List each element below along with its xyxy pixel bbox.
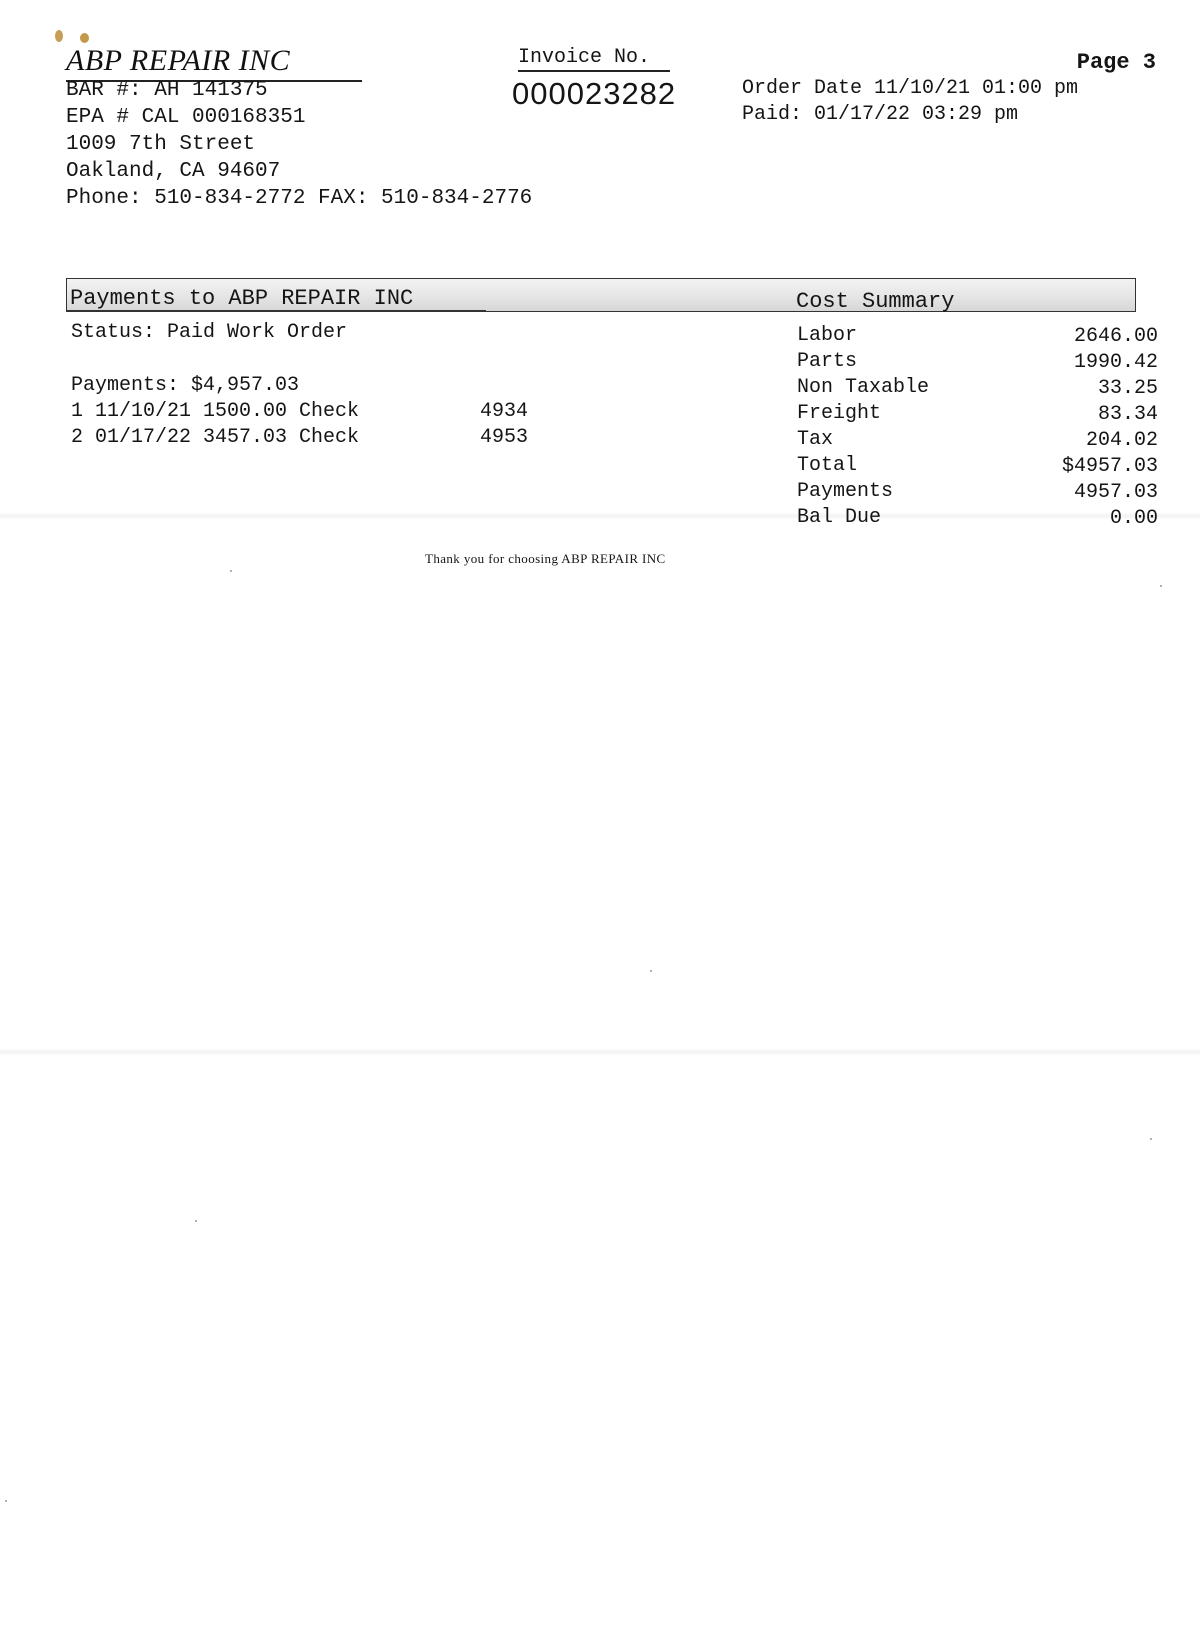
cost-summary-title: Cost Summary <box>796 289 955 314</box>
city-state-zip: Oakland, CA 94607 <box>66 160 281 183</box>
epa-number: EPA # CAL 000168351 <box>66 106 306 129</box>
cost-label-total: Total <box>797 454 858 477</box>
phone-fax: Phone: 510-834-2772 FAX: 510-834-2776 <box>66 187 533 210</box>
scan-speck <box>230 570 232 572</box>
payments-total: Payments: $4,957.03 <box>71 374 300 397</box>
cost-label-non-taxable: Non Taxable <box>797 376 930 399</box>
scan-speck <box>1150 1138 1152 1140</box>
cost-value-non-taxable: 33.25 <box>1097 377 1158 400</box>
cost-value-total: $4957.03 <box>1061 455 1158 478</box>
payment-check-number: 4934 <box>480 400 529 423</box>
cost-value-tax: 204.02 <box>1085 429 1158 452</box>
ink-stain-mark <box>80 33 89 43</box>
bar-number: BAR #: AH 141375 <box>66 79 268 102</box>
cost-value-payments: 4957.03 <box>1073 481 1158 504</box>
scan-speck <box>650 970 652 972</box>
thank-you-note: Thank you for choosing ABP REPAIR INC <box>425 551 666 566</box>
scan-speck <box>1160 585 1162 587</box>
scan-speck <box>195 1220 197 1222</box>
scan-speck <box>5 1500 7 1502</box>
cost-value-freight: 83.34 <box>1097 403 1158 426</box>
ink-stain-mark <box>55 30 63 42</box>
cost-label-payments: Payments <box>797 480 894 503</box>
paid-date: Paid: 01/17/22 03:29 pm <box>742 103 1019 126</box>
cost-label-balance-due: Bal Due <box>797 506 882 529</box>
cost-value-balance-due: 0.00 <box>1109 507 1158 530</box>
payment-status: Status: Paid Work Order <box>71 321 348 344</box>
cost-label-parts: Parts <box>797 350 858 373</box>
invoice-label: Invoice No. <box>518 46 651 69</box>
payments-title: Payments to ABP REPAIR INC <box>70 286 414 311</box>
invoice-number: 000023282 <box>512 76 677 111</box>
payment-check-number: 4953 <box>480 426 529 449</box>
street-address: 1009 7th Street <box>66 133 256 156</box>
cost-label-freight: Freight <box>797 402 882 425</box>
page-number: Page 3 <box>1076 50 1156 75</box>
cost-label-tax: Tax <box>797 428 834 451</box>
cost-value-parts: 1990.42 <box>1073 351 1158 374</box>
payment-row: 2 01/17/22 3457.03 Check <box>71 426 360 449</box>
cost-label-labor: Labor <box>797 324 858 347</box>
order-date: Order Date 11/10/21 01:00 pm <box>742 77 1079 100</box>
invoice-label-underline <box>518 70 670 72</box>
cost-value-labor: 2646.00 <box>1073 325 1158 348</box>
payment-row: 1 11/10/21 1500.00 Check <box>71 400 360 423</box>
company-name: ABP REPAIR INC <box>66 44 291 77</box>
